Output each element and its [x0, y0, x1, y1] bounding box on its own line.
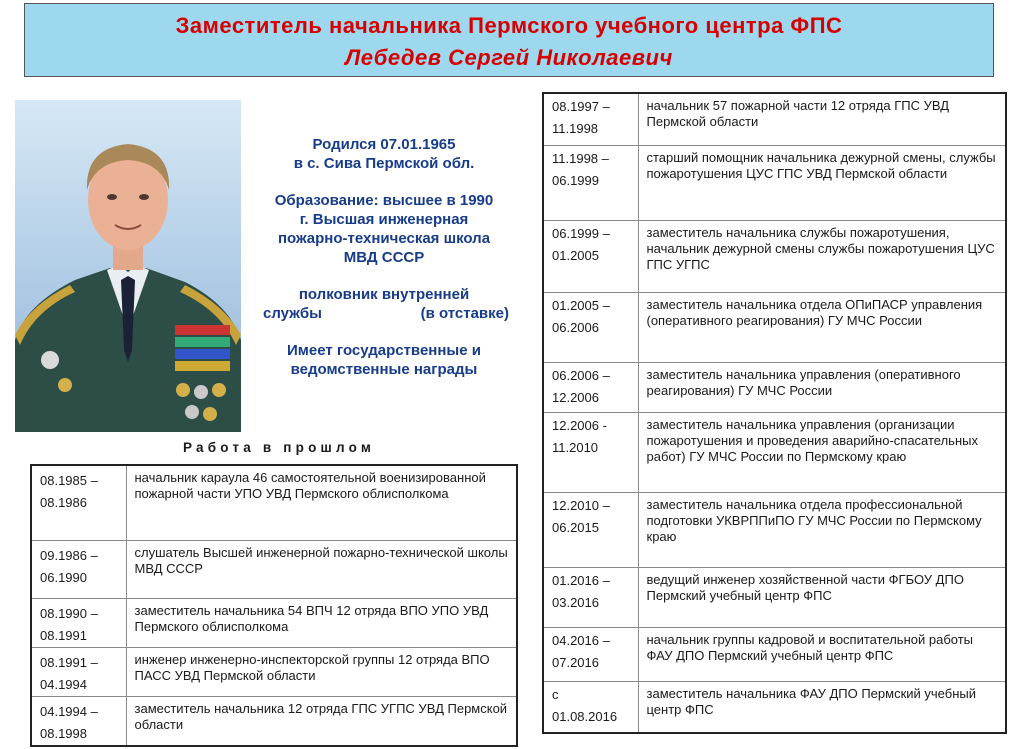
- biography: [249, 135, 519, 379]
- rank-service: службы: [263, 305, 322, 322]
- education-line: пожарно-техническая школа: [277, 230, 491, 247]
- date-cell: 12.2010 – 06.2015: [543, 492, 638, 567]
- date-cell: 08.1985 – 08.1986: [31, 465, 126, 540]
- date-cell: 08.1997 – 11.1998: [543, 93, 638, 145]
- date-cell: 12.2006 - 11.2010: [543, 412, 638, 492]
- past-work-table: [30, 464, 518, 747]
- table-row: [543, 292, 1006, 362]
- date-cell: 11.1998 – 06.1999: [543, 145, 638, 220]
- birth-place: в с. Сива Пермской обл.: [293, 155, 475, 172]
- job-cell: начальник 57 пожарной части 12 отряда ГПС УВД Пермской области: [638, 93, 1006, 145]
- table-row: [31, 465, 517, 540]
- awards-line: ведомственные награды: [290, 361, 478, 378]
- date-cell: 08.1991 – 04.1994: [31, 647, 126, 696]
- table-row: [31, 696, 517, 746]
- portrait-photo: [15, 100, 241, 432]
- date-cell: 06.2006 – 12.2006: [543, 362, 638, 412]
- date-cell: 01.2005 – 06.2006: [543, 292, 638, 362]
- rank-retired: (в отставке): [420, 305, 509, 322]
- job-cell: инженер инженерно-инспекторской группы 12 отряда ВПО ПАСС УВД Пермской области: [126, 647, 517, 696]
- job-cell: слушатель Высшей инженерной пожарно-технической школы МВД СССР: [126, 540, 517, 598]
- job-cell: заместитель начальника 54 ВПЧ 12 отряда ВПО УПО УВД Пермского облисполкома: [126, 598, 517, 647]
- birth-date: Родился 07.01.1965: [312, 136, 456, 153]
- table-row: [543, 567, 1006, 627]
- table-row: [543, 93, 1006, 145]
- date-cell: 04.2016 – 07.2016: [543, 627, 638, 681]
- table-row: [543, 492, 1006, 567]
- job-cell: заместитель начальника ФАУ ДПО Пермский учебный центр ФПС: [638, 681, 1006, 733]
- rank-line: [249, 304, 519, 323]
- job-cell: ведущий инженер хозяйственной части ФГБОУ ДПО Пермский учебный центр ФПС: [638, 567, 1006, 627]
- job-cell: заместитель начальника отдела ОПиПАСР управления (оперативного реагирования) ГУ МЧС России: [638, 292, 1006, 362]
- date-cell: 01.2016 – 03.2016: [543, 567, 638, 627]
- rank-line: полковник внутренней: [298, 286, 470, 303]
- date-cell: 09.1986 – 06.1990: [31, 540, 126, 598]
- job-cell: заместитель начальника управления (организации пожаротушения и проведения аварийно-спасательных работ) ГУ МЧС России по Пермскому краю: [638, 412, 1006, 492]
- past-work-heading: Работа в прошлом: [183, 440, 376, 455]
- date-cell: 06.1999 – 01.2005: [543, 220, 638, 292]
- job-cell: начальник группы кадровой и воспитательной работы ФАУ ДПО Пермский учебный центр ФПС: [638, 627, 1006, 681]
- position-title: Заместитель начальника Пермского учебного центра ФПС: [175, 13, 843, 38]
- job-cell: заместитель начальника отдела профессиональной подготовки УКВРППиПО ГУ МЧС России по Пермскому краю: [638, 492, 1006, 567]
- person-name: Лебедев Сергей Николаевич: [345, 45, 673, 70]
- table-row: [31, 647, 517, 696]
- job-cell: начальник караула 46 самостоятельной военизированной пожарной части УПО УВД Пермского облисполкома: [126, 465, 517, 540]
- job-cell: заместитель начальника 12 отряда ГПС УГПС УВД Пермской области: [126, 696, 517, 746]
- table-row: [543, 681, 1006, 733]
- table-row: [543, 627, 1006, 681]
- education-line: МВД СССР: [343, 249, 425, 266]
- education-line: г. Высшая инженерная: [299, 211, 469, 228]
- title-banner: [24, 3, 994, 77]
- table-row: [31, 540, 517, 598]
- table-row: [543, 145, 1006, 220]
- table-row: [543, 362, 1006, 412]
- date-cell: 04.1994 – 08.1998: [31, 696, 126, 746]
- education-line: Образование: высшее в 1990: [274, 192, 494, 209]
- table-row: [543, 412, 1006, 492]
- date-cell: с 01.08.2016: [543, 681, 638, 733]
- table-row: [31, 598, 517, 647]
- table-row: [543, 220, 1006, 292]
- job-cell: старший помощник начальника дежурной смены, службы пожаротушения ЦУС ГПС УВД Пермской области: [638, 145, 1006, 220]
- career-table: [542, 92, 1007, 734]
- job-cell: заместитель начальника службы пожаротушения, начальник дежурной смены службы пожаротушения ЦУС ГПС УГПС: [638, 220, 1006, 292]
- date-cell: 08.1990 – 08.1991: [31, 598, 126, 647]
- job-cell: заместитель начальника управления (оперативного реагирования) ГУ МЧС России: [638, 362, 1006, 412]
- awards-line: Имеет государственные и: [287, 342, 481, 359]
